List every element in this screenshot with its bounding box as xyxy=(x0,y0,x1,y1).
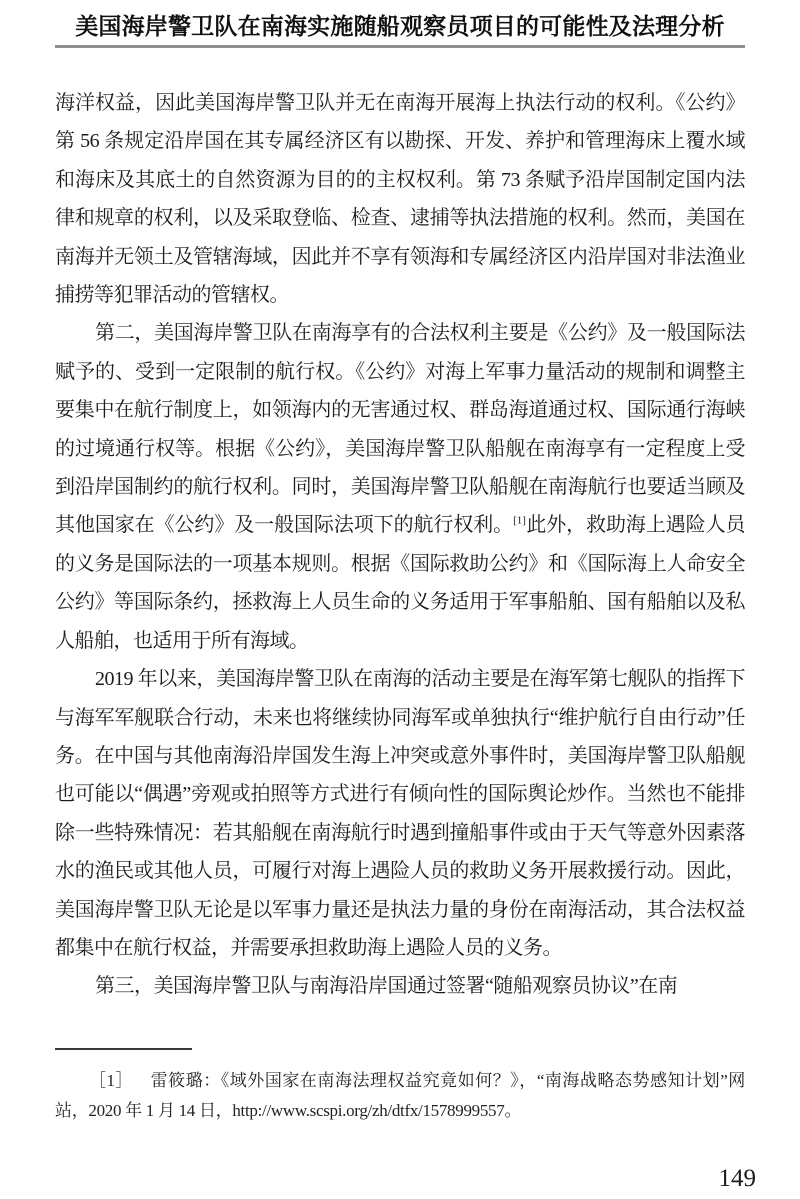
body-text xyxy=(55,84,745,1006)
body-paragraph: 2019 年以来，美国海岸警卫队在南海的活动主要是在海军第七舰队的指挥下与海军军舰联合行动，未来也将继续协同海军或单独执行“维护航行自由行动”任务。在中国与其他南海沿岸国发生海上冲突或意外事件时，美国海岸警卫队船舰也可能以“偶遇”旁观或拍照等方式进行有倾向性的国际舆论炒作。当然也不能排除一些特殊情况：若其船舰在南海航行时遇到撞船事件或由于天气等意外因素落水的渔民或其他人员，可履行对海上遇险人员的救助义务开展救援行动。因此，美国海岸警卫队无论是以军事力量还是执法力量的身份在南海活动，其合法权益都集中在航行权益，并需要承担救助海上遇险人员的义务。 xyxy=(55,668,745,959)
body-paragraph: 海洋权益，因此美国海岸警卫队并无在南海开展海上执法行动的权利。《公约》第 56 条规定沿岸国在其专属经济区有以勘探、开发、养护和管理海床上覆水域和海床及其底土的自然资源为目的的主权权利。第 73 条赋予沿岸国制定国内法律和规章的权利，以及采取登临、检查、逮捕等执法措施的权利。然而，美国在南海并无领土及管辖海域，因此并不享有领海和专属经济区内沿岸国对非法渔业捕捞等犯罪活动的管辖权。 xyxy=(55,92,745,307)
footnote-text: 雷筱璐：《域外国家在南海法理权益究竟如何？》，“南海战略态势感知计划”网站，2020 年 1 月 14 日，http://www.scspi.org/zh/dtfx/1578999557。 xyxy=(55,1071,745,1120)
footnote-block xyxy=(55,1048,745,1126)
footnote-ref: [1] xyxy=(513,514,526,527)
body-paragraph: 第三，美国海岸警卫队与南海沿岸国通过签署“随船观察员协议”在南 xyxy=(95,975,678,998)
footnote-separator xyxy=(55,1048,192,1050)
header-rule xyxy=(55,45,745,48)
page-title: 美国海岸警卫队在南海实施随船观察员项目的可能性及法理分析 xyxy=(75,14,725,39)
footnote-marker: ［1］ xyxy=(89,1071,134,1090)
body-paragraph: 第二，美国海岸警卫队在南海享有的合法权利主要是《公约》及一般国际法赋予的、受到一定限制的航行权。《公约》对海上军事力量活动的规制和调整主要集中在航行制度上，如领海内的无害通过权、群岛海道通过权、国际通行海峡的过境通行权等。根据《公约》，美国海岸警卫队船舰在南海享有一定程度上受到沿岸国制约的航行权利。同时，美国海岸警卫队船舰在南海航行也要适当顾及其他国家在《公约》及一般国际法项下的航行权利。[1]此外，救助海上遇险人员的义务是国际法的一项基本规则。根据《国际救助公约》和《国际海上人命安全公约》等国际条约，拯救海上人员生命的义务适用于军事船舶、国有船舶以及私人船舶，也适用于所有海域。 xyxy=(55,322,746,652)
page-number: 149 xyxy=(718,1165,756,1192)
footnote-entry xyxy=(55,1066,745,1126)
